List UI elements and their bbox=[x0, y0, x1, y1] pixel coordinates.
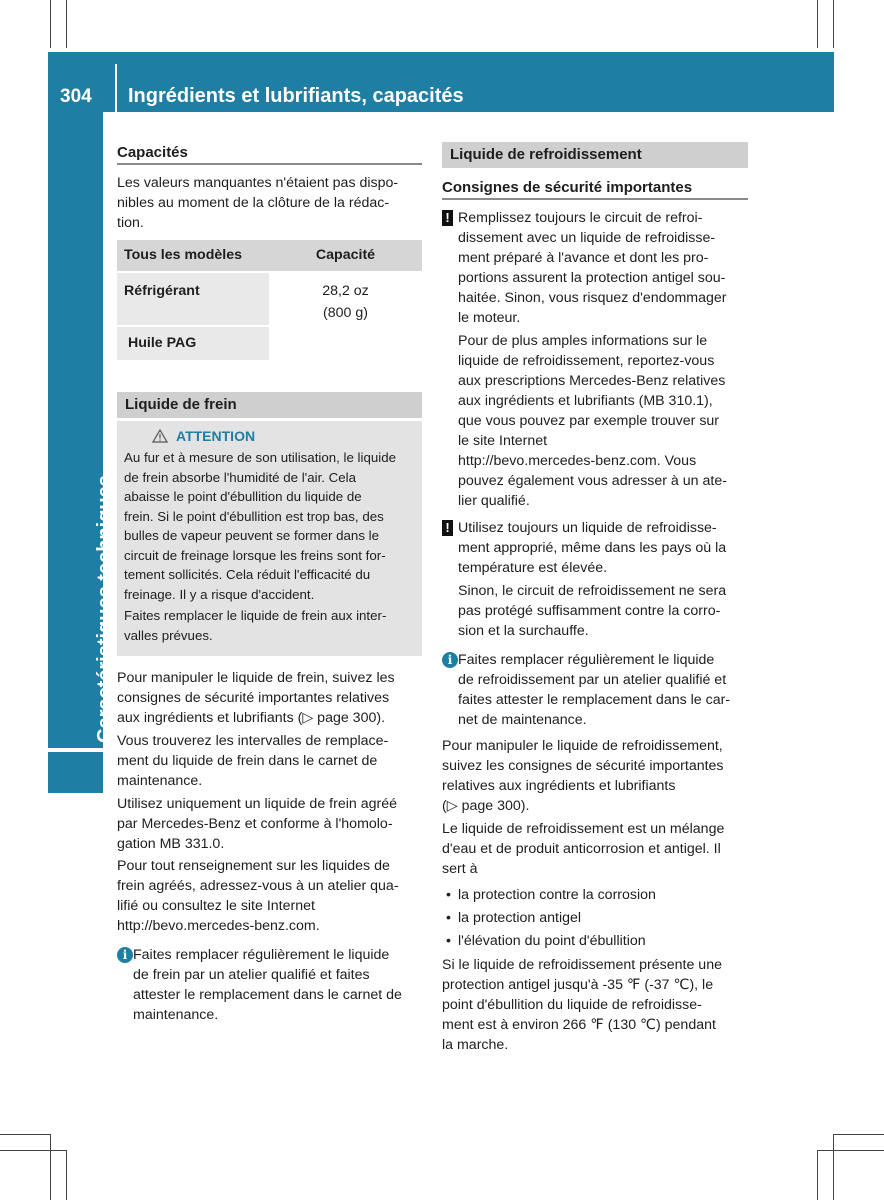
subheading-consignes: Consignes de sécurité importantes bbox=[442, 179, 693, 196]
table-row bbox=[117, 273, 422, 325]
page-title: Ingrédients et lubrifiants, capacités bbox=[128, 85, 464, 107]
list-item: • la protection antigel bbox=[446, 910, 582, 926]
page-number: 304 bbox=[60, 86, 92, 107]
warning-box bbox=[117, 421, 422, 656]
crop-mark bbox=[50, 1134, 51, 1200]
frein-paragraph: Vous trouverez les intervalles de remplace- ment du liquide de frein dans le carnet de maintenance. bbox=[117, 733, 389, 789]
crop-mark bbox=[833, 0, 834, 48]
crop-mark bbox=[0, 1150, 66, 1151]
table-header-cell: Tous les modèles bbox=[117, 240, 269, 271]
frein-paragraph: Pour manipuler le liquide de frein, suivez les consignes de sécurité importantes relatives aux ingrédients et lubrifiants (▷ page 300). bbox=[117, 670, 395, 726]
side-tab-end bbox=[48, 752, 103, 793]
crop-mark bbox=[0, 1134, 50, 1135]
list-item: • la protection contre la corrosion bbox=[446, 887, 656, 903]
crop-mark bbox=[66, 1150, 67, 1200]
exclamation-icon: ! bbox=[442, 520, 453, 536]
table-header-row bbox=[117, 240, 422, 271]
info-icon: i bbox=[117, 947, 133, 963]
crop-mark bbox=[833, 1134, 884, 1135]
paragraph: Pour manipuler le liquide de refroidissement, suivez les consignes de sécurité importantes relatives aux ingrédients et lubrifiants (▷ page 300). bbox=[442, 738, 724, 814]
bullet-list bbox=[442, 885, 748, 954]
warning-triangle-icon bbox=[152, 429, 168, 443]
list-item: • l'élévation du point d'ébullition bbox=[446, 933, 646, 949]
crop-mark bbox=[66, 0, 67, 48]
info-icon: i bbox=[442, 652, 458, 668]
exclamation-icon: ! bbox=[442, 210, 453, 226]
paragraph: Si le liquide de refroidissement présente une protection antigel jusqu'à -35 ℉ (-37 ℃), le point d'ébullition du liquide de refroidisse- ment est à environ 266 ℉ (130 ℃) pendant la marche. bbox=[442, 957, 722, 1053]
section-heading-capacites: Capacités bbox=[117, 144, 188, 161]
section-band-refroidissement: Liquide de refroidissement bbox=[442, 142, 748, 168]
crop-mark bbox=[50, 0, 51, 48]
crop-mark bbox=[833, 1134, 834, 1200]
table-cell-value bbox=[269, 327, 422, 360]
heading-rule bbox=[117, 163, 422, 165]
frein-paragraph: Utilisez uniquement un liquide de frein agréé par Mercedes-Benz et conforme à l'homolo- gation MB 331.0. bbox=[117, 796, 397, 852]
attention-label: ATTENTION bbox=[124, 427, 415, 445]
crop-mark bbox=[817, 0, 818, 48]
crop-mark bbox=[817, 1150, 818, 1200]
warning-text-2: Faites remplacer le liquide de frein aux inter- valles prévues. bbox=[124, 608, 387, 643]
table-row bbox=[117, 327, 422, 360]
table-cell-label: Réfrigérant bbox=[117, 273, 269, 325]
paragraph: Le liquide de refroidissement est un mélange d'eau et de produit anticorrosion et antigel. Il sert à bbox=[442, 821, 725, 877]
capacity-table bbox=[117, 240, 422, 360]
crop-mark bbox=[817, 1150, 884, 1151]
section-band-frein: Liquide de frein bbox=[117, 392, 422, 418]
side-tab-label: Caractéristiques techniques bbox=[94, 475, 116, 743]
table-cell-label: Huile PAG bbox=[117, 327, 269, 360]
table-cell-value: 28,2 oz (800 g) bbox=[322, 283, 369, 321]
capacites-intro: Les valeurs manquantes n'étaient pas dispo- nibles au moment de la clôture de la rédac- tion. bbox=[117, 175, 399, 231]
table-header-cell: Capacité bbox=[269, 240, 422, 271]
header-divider bbox=[115, 64, 117, 112]
frein-paragraph: Pour tout renseignement sur les liquides de frein agréés, adressez-vous à un atelier qua- lifié ou consultez le site Internet http://bevo.mercedes-benz.com. bbox=[117, 858, 399, 934]
heading-rule bbox=[442, 198, 748, 200]
warning-text: Au fur et à mesure de son utilisation, le liquide de frein absorbe l'humidité de l'air. Cela abaisse le point d'ébullition du liquide de frein. Si le point d'ébullition est trop bas, des bulles de vapeur peuvent se former dans le circuit de freinage lorsque les freins sont for- tement sollicités. Cela réduit l'efficacité du freinage. Il y a risque d'accident. bbox=[124, 450, 397, 602]
